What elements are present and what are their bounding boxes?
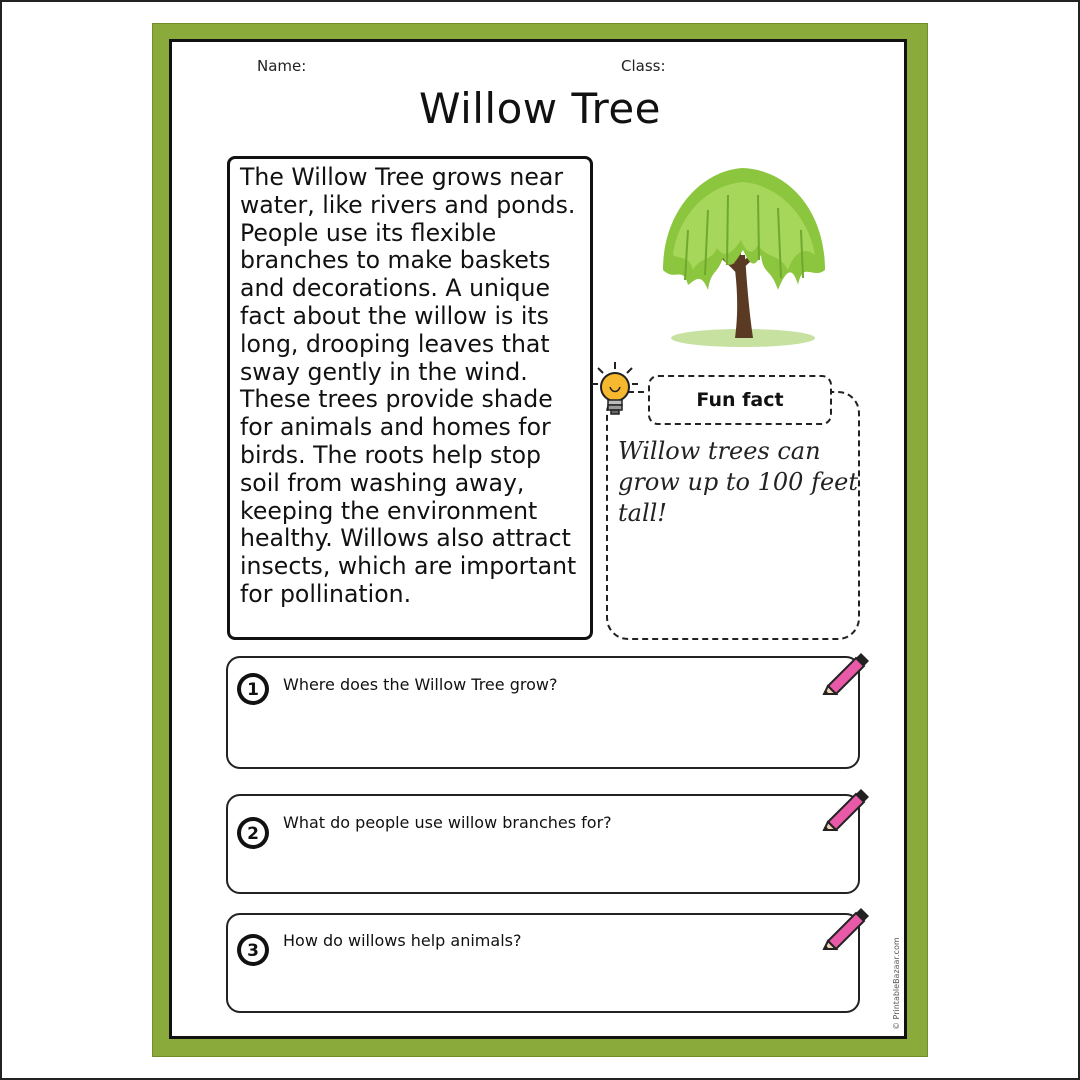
- name-label: Name:: [257, 57, 307, 75]
- fun-fact-heading: Fun fact: [648, 375, 832, 425]
- answer-box-1[interactable]: [226, 656, 860, 769]
- reading-passage: [227, 156, 593, 640]
- willow-tree-icon: [653, 160, 833, 350]
- question-text: Where does the Willow Tree grow?: [283, 675, 558, 694]
- number-badge-icon: [236, 816, 270, 850]
- pencil-icon: [818, 786, 870, 832]
- credit-text: © PrintableBazaar.com: [892, 937, 901, 1030]
- answer-box-2[interactable]: [226, 794, 860, 894]
- passage-text: The Willow Tree grows near water, like rivers and ponds. People use its flexible branches to make baskets and decorations. A unique fact about the willow is its long, drooping leaves that sway gently in the wind. These trees provide shade for animals and homes for birds. The roots help stop soil from washing away, keeping the environment healthy. Willows also attract insects, which are important for pollination.: [240, 163, 577, 608]
- lightbulb-icon: [590, 360, 640, 422]
- question-text: How do willows help animals?: [283, 931, 522, 950]
- pencil-icon: [818, 905, 870, 951]
- class-label: Class:: [621, 57, 666, 75]
- question-text: What do people use willow branches for?: [283, 813, 612, 832]
- question-number: 1: [247, 680, 259, 700]
- page-title: Willow Tree: [418, 84, 662, 133]
- question-number: 2: [247, 824, 259, 844]
- answer-box-3[interactable]: [226, 913, 860, 1013]
- number-badge-icon: [236, 933, 270, 967]
- fun-fact-text: Willow trees can grow up to 100 feet tall!: [618, 437, 858, 527]
- number-badge-icon: [236, 672, 270, 706]
- pencil-icon: [818, 650, 870, 696]
- question-number: 3: [247, 941, 259, 961]
